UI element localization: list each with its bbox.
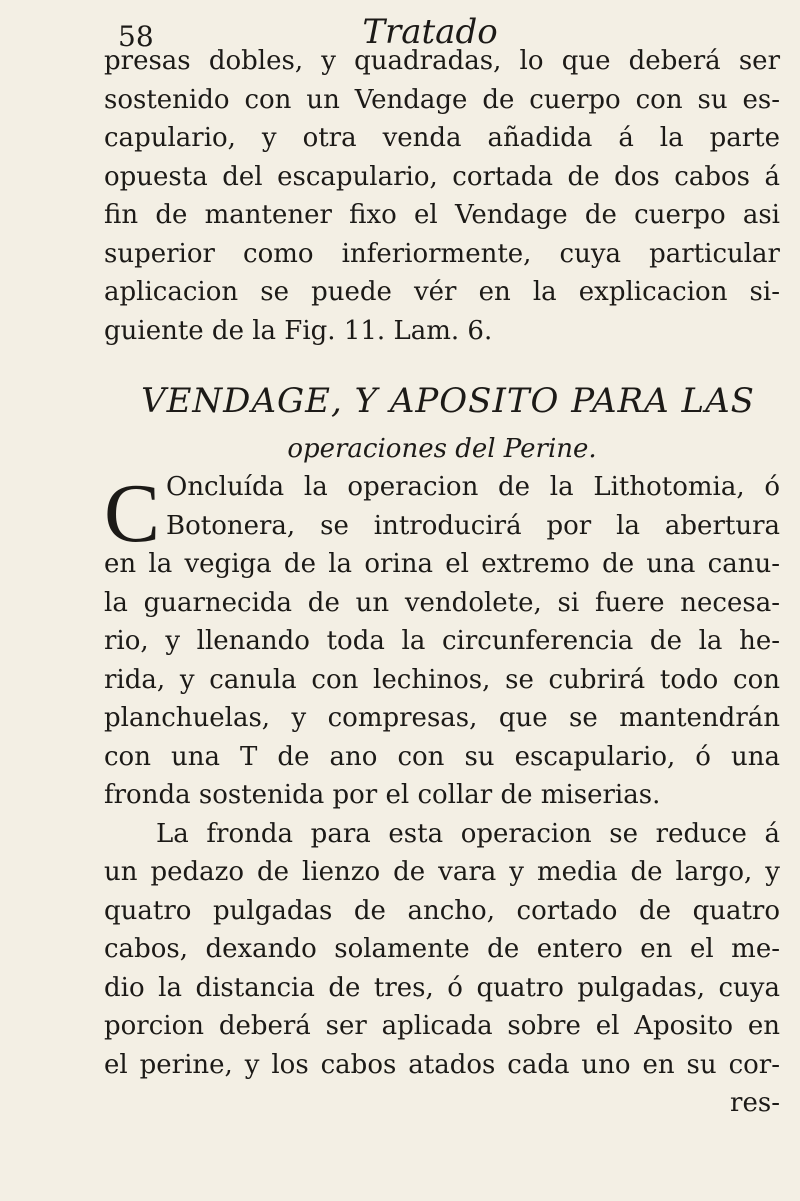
section-heading: VENDAGE, Y APOSITO PARA LAS	[141, 381, 755, 421]
text-line: quatro pulgadas de ancho, cortado de quatro	[104, 895, 780, 926]
text-line: rida, y canula con lechinos, se cubrirá todo con	[104, 664, 780, 695]
text-line: La fronda para esta operacion se reduce á	[156, 818, 780, 849]
text-line: superior como inferiormente, cuya particular	[104, 238, 780, 269]
text-line: presas dobles, y quadradas, lo que deberá ser	[104, 46, 780, 76]
text-line: porcion deberá ser aplicada sobre el Aposito en	[104, 1011, 780, 1041]
text-line: aplicacion se puede vér en la explicacion si-	[104, 277, 780, 307]
text-line: con una T de ano con su escapulario, ó una	[104, 741, 780, 772]
text-line: cabos, dexando solamente de entero en el me-	[104, 934, 780, 964]
text-line: fronda sostenida por el collar de miserias.	[104, 780, 661, 810]
text-line: Botonera, se introducirá por la abertura	[166, 510, 780, 541]
text-line: sostenido con un Vendage de cuerpo con su es-	[104, 84, 780, 115]
text-line: la guarnecida de un vendolete, si fuere necesa-	[104, 587, 780, 618]
text-line: un pedazo de lienzo de vara y media de largo, y	[104, 857, 780, 887]
text-line: capulario, y otra venda añadida á la parte	[104, 123, 780, 153]
paragraph-2	[104, 468, 780, 1123]
text-line: dio la distancia de tres, ó quatro pulgadas, cuya	[104, 972, 780, 1003]
page-number: 58	[118, 20, 154, 53]
running-title: Tratado	[362, 12, 498, 52]
text-line: guiente de la Fig. 11. Lam. 6.	[104, 315, 493, 346]
catchword: res-	[730, 1088, 780, 1118]
text-line: opuesta del escapulario, cortada de dos cabos á	[104, 161, 780, 192]
text-line: el perine, y los cabos atados cada uno en su cor-	[104, 1049, 780, 1080]
drop-cap: C	[104, 467, 161, 560]
paragraph-1	[104, 42, 780, 350]
text-line: Oncluída la operacion de la Lithotomia, ó	[166, 472, 780, 502]
text-line: fin de mantener fixo el Vendage de cuerpo asi	[104, 200, 780, 230]
text-line: en la vegiga de la orina el extremo de una canu-	[104, 549, 780, 579]
text-line: rio, y llenando toda la circunferencia de la he-	[104, 626, 780, 656]
section-subheading: operaciones del Perine.	[287, 434, 597, 464]
text-line: planchuelas, y compresas, que se mantendrán	[104, 703, 780, 733]
